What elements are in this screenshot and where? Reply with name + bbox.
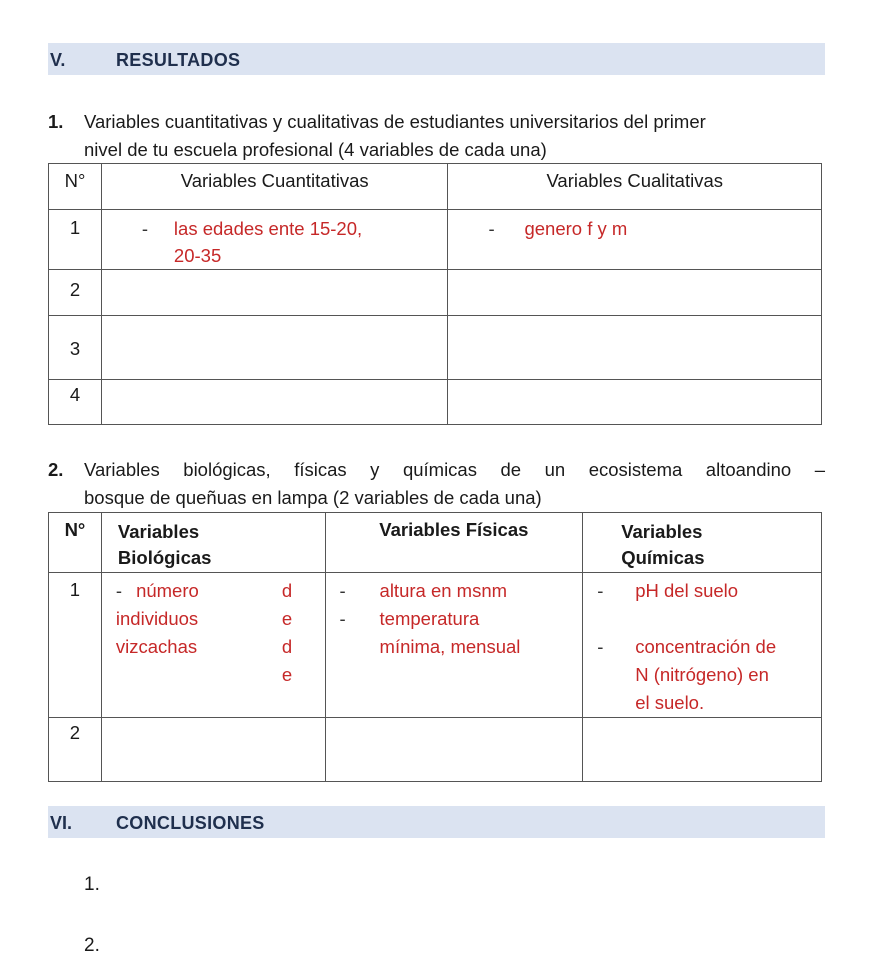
cell-text-line2: individuos [115, 608, 199, 629]
bullet-dash: - [339, 580, 346, 601]
bullet-dash: - [488, 218, 495, 239]
bullet-dash: - [597, 636, 604, 657]
header-n: N° [49, 513, 102, 573]
row-number: 2 [49, 718, 102, 782]
bullet-dash: - [115, 580, 123, 601]
side-letter: e [281, 608, 293, 629]
cell-text: mínima, mensual [379, 636, 521, 657]
question-number: 1. [48, 111, 64, 132]
conclusion-item: 1. [84, 874, 100, 895]
question-1 [48, 108, 825, 164]
cell-text: N (nitrógeno) en [635, 664, 769, 685]
row-number: 1 [49, 573, 102, 718]
table-row [49, 573, 822, 718]
question-text-line2: nivel de tu escuela profesional (4 variables de cada una) [84, 139, 547, 160]
cell-cualitativa [448, 210, 822, 270]
header-text-line2: Biológicas [117, 547, 212, 568]
header-cuantitativas: Variables Cuantitativas [101, 164, 448, 210]
cell-cualitativa-empty [448, 316, 822, 380]
cell-text-line1: las edades ente 15-20, [173, 218, 363, 239]
table-row [49, 270, 822, 316]
bullet-dash: - [597, 580, 604, 601]
question-number: 2. [48, 459, 64, 480]
section-number: V. [50, 50, 66, 70]
question-2 [48, 456, 825, 512]
header-quimicas [583, 513, 822, 573]
side-letter: d [281, 636, 293, 657]
table-cuantitativas-cualitativas [48, 163, 822, 425]
question-text-line1: Variables biológicas, físicas y químicas de un ecosistema altoandino – [84, 459, 825, 480]
bullet-dash: - [141, 218, 149, 239]
header-text-line1: Variables [621, 521, 703, 542]
header-biologicas [101, 513, 325, 573]
table-row [49, 380, 822, 425]
cell-biologica [101, 573, 325, 718]
header-cualitativas: Variables Cualitativas [448, 164, 822, 210]
section-title: CONCLUSIONES [116, 813, 265, 833]
cell-fisica [325, 573, 583, 718]
section-header-resultados [48, 43, 825, 75]
cell-cuantitativa-empty [101, 380, 448, 425]
side-letter: e [281, 664, 293, 685]
cell-text-line2: 20-35 [173, 245, 222, 266]
cell-fisica-empty [325, 718, 583, 782]
table-row [49, 316, 822, 380]
cell-text: pH del suelo [635, 580, 739, 601]
header-text-line1: Variables [117, 521, 200, 542]
section-number: VI. [50, 813, 73, 833]
section-title: RESULTADOS [116, 50, 241, 70]
cell-text: altura en msnm [379, 580, 508, 601]
question-text-line2: bosque de queñuas en lampa (2 variables de cada una) [84, 487, 542, 508]
cell-text: temperatura [379, 608, 480, 629]
question-text-line1: Variables cuantitativas y cualitativas de estudiantes universitarios del primer [84, 111, 706, 132]
cell-biologica-empty [101, 718, 325, 782]
conclusion-item: 2. [84, 935, 100, 956]
table-row [49, 210, 822, 270]
row-number: 4 [49, 380, 102, 425]
table-header-row [49, 513, 822, 573]
side-letter: d [281, 580, 293, 601]
cell-cualitativa-empty [448, 270, 822, 316]
cell-cuantitativa-empty [101, 316, 448, 380]
cell-cuantitativa [101, 210, 448, 270]
row-number: 3 [49, 316, 102, 380]
cell-cuantitativa-empty [101, 270, 448, 316]
header-n: N° [49, 164, 102, 210]
table-row [49, 718, 822, 782]
row-number: 1 [49, 210, 102, 270]
section-header-conclusiones [48, 806, 825, 838]
cell-text-line3: vizcachas [115, 636, 198, 657]
cell-text: el suelo. [635, 692, 705, 713]
cell-text: genero f y m [524, 218, 628, 239]
cell-cualitativa-empty [448, 380, 822, 425]
header-fisicas: Variables Físicas [325, 513, 583, 573]
cell-quimica [583, 573, 822, 718]
cell-text: concentración de [635, 636, 777, 657]
row-number: 2 [49, 270, 102, 316]
bullet-dash: - [339, 608, 346, 629]
table-biologicas-fisicas-quimicas [48, 512, 822, 782]
cell-text-line1: número [136, 580, 199, 601]
side-letters [282, 577, 292, 689]
header-text-line2: Químicas [621, 547, 705, 568]
cell-quimica-empty [583, 718, 822, 782]
table-header-row [49, 164, 822, 210]
